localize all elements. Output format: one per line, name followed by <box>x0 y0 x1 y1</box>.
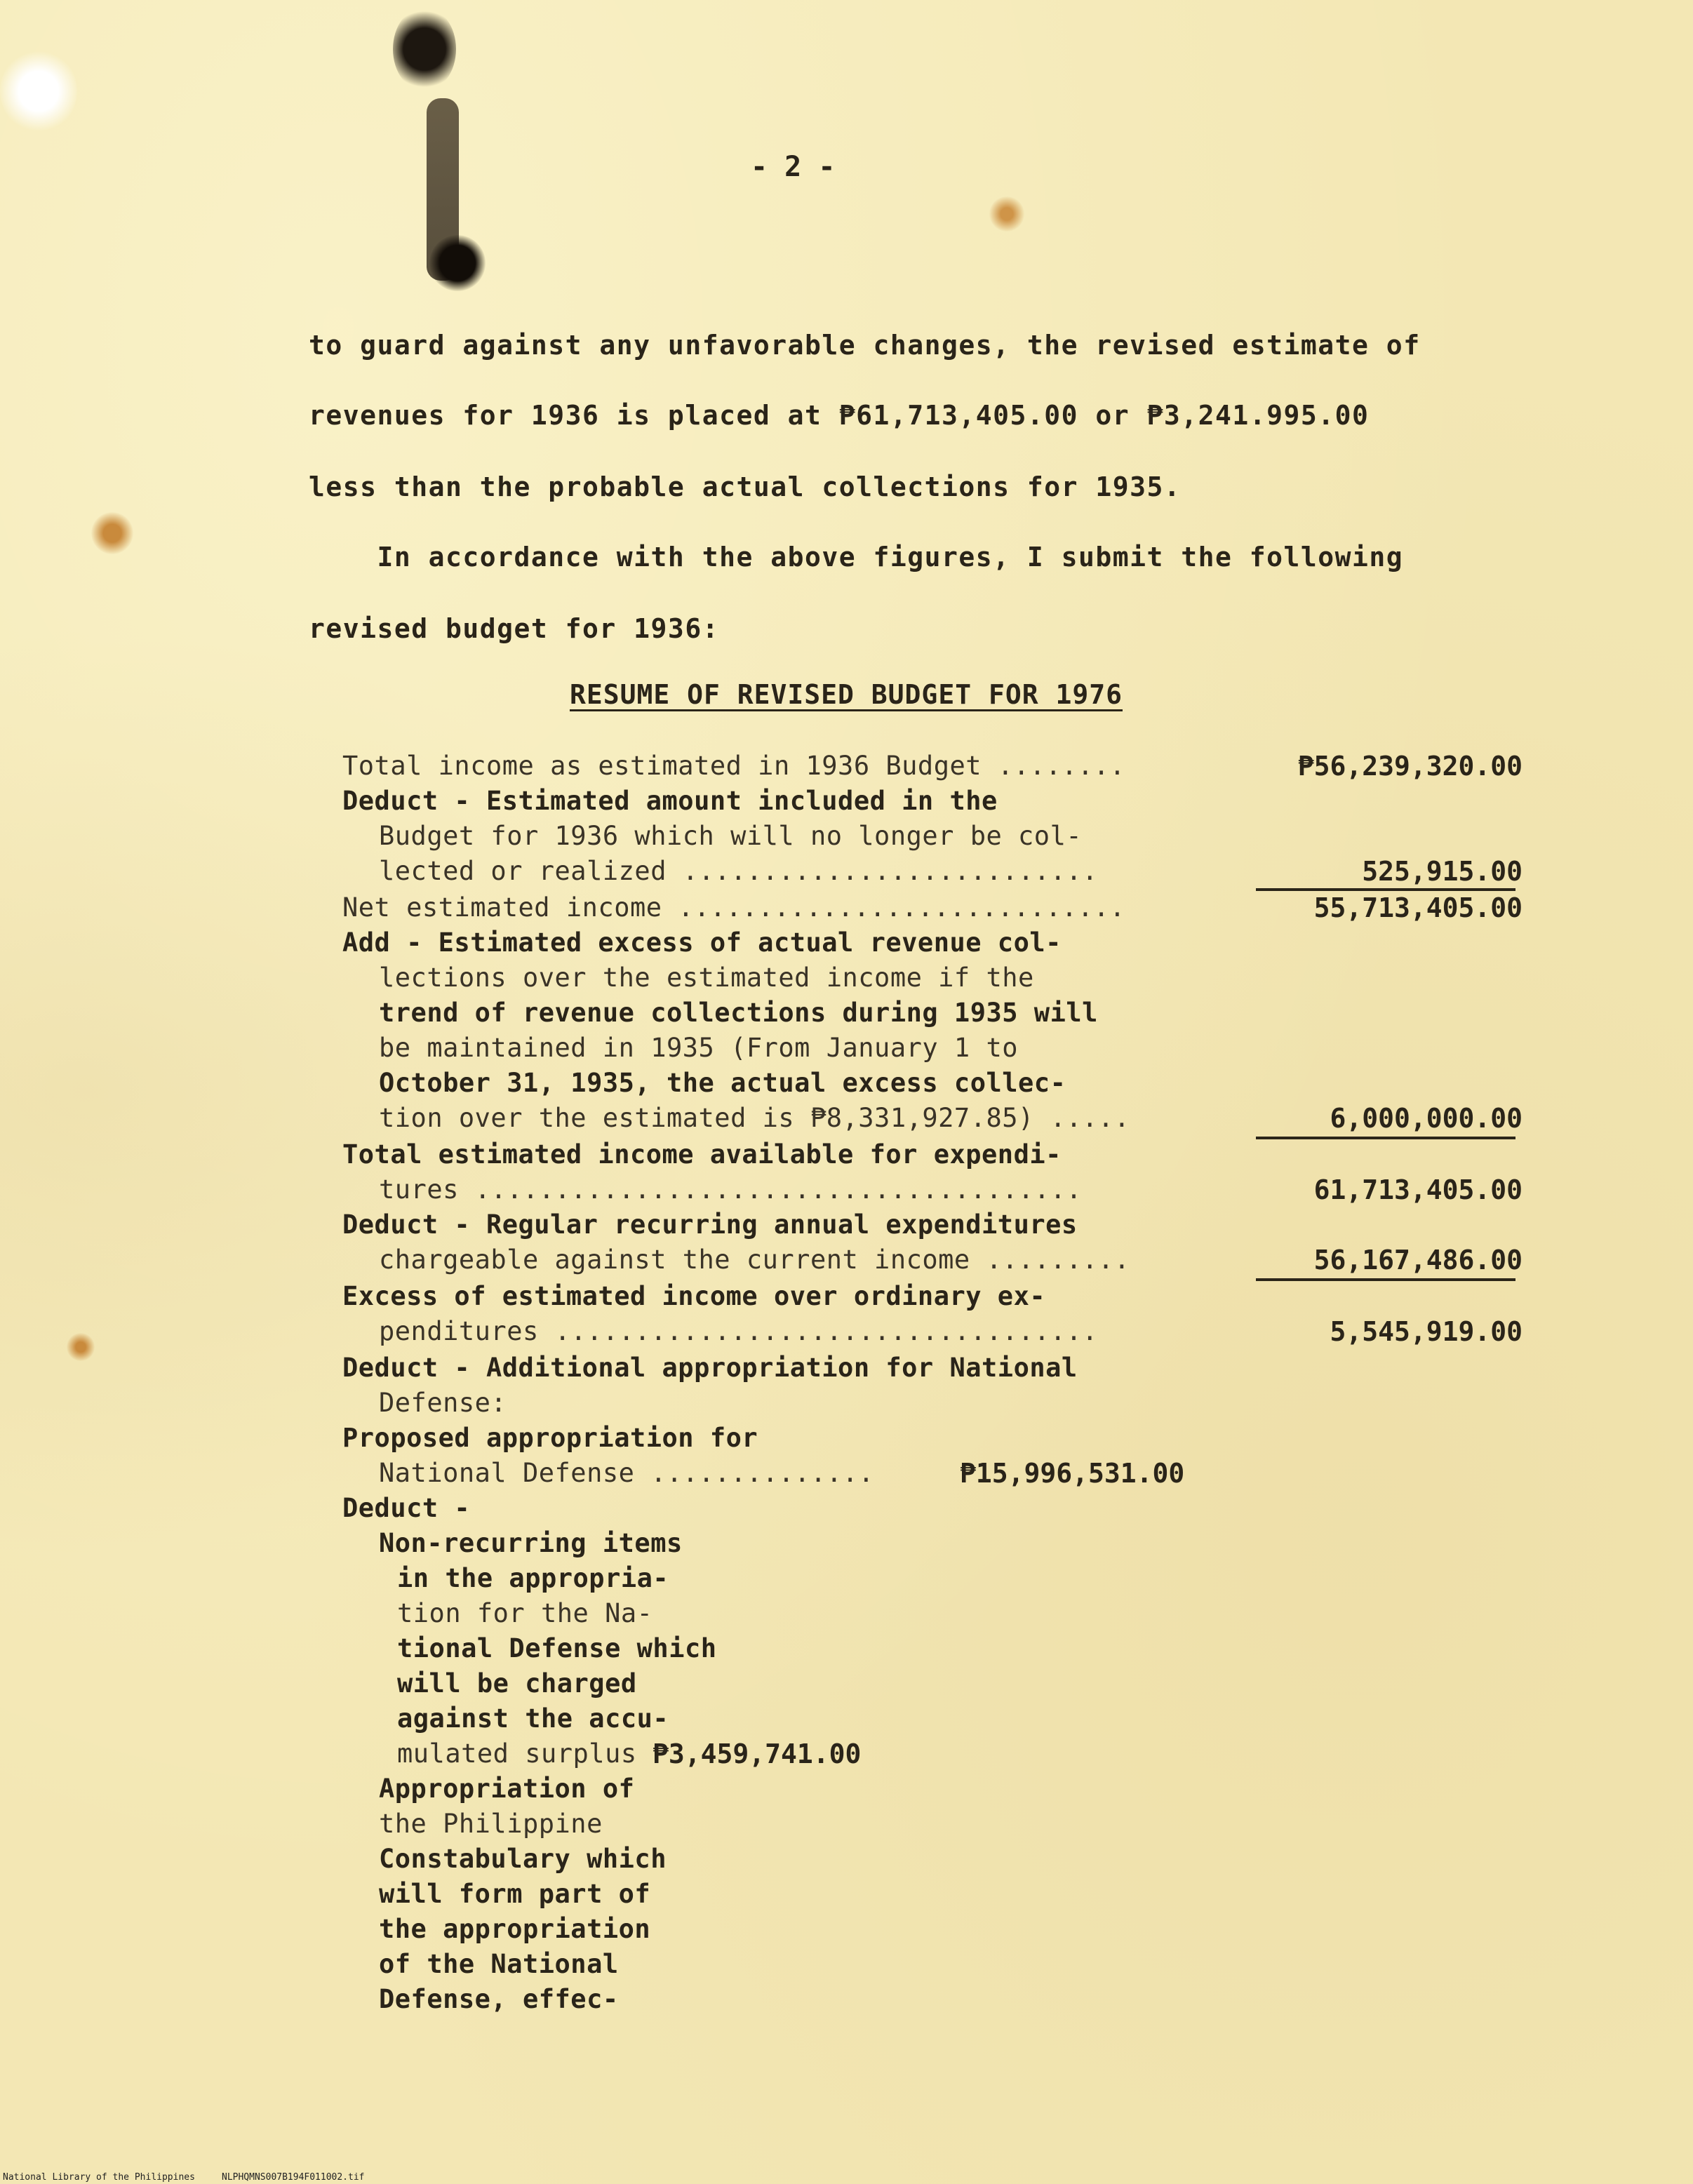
body-line-4: In accordance with the above figures, I submit the following <box>309 542 1404 572</box>
budget-row <box>342 1984 1523 2019</box>
budget-row <box>342 1949 1523 1984</box>
row-label: tion for the Na- <box>397 1598 653 1628</box>
row-amount: 56,167,486.00 <box>1313 1245 1523 1275</box>
budget-row <box>342 1458 1523 1493</box>
row-label: lections over the estimated income if the <box>379 963 1034 993</box>
row-label: in the appropria- <box>397 1563 669 1593</box>
budget-row <box>342 1809 1523 1844</box>
row-label: Constabulary which <box>379 1844 667 1874</box>
budget-row <box>342 1353 1523 1388</box>
budget-row <box>342 1493 1523 1528</box>
row-label: tures ...................................... <box>379 1174 1083 1205</box>
budget-row <box>342 1174 1523 1210</box>
row-label: the appropriation <box>379 1914 651 1944</box>
body-line-5: revised budget for 1936: <box>309 613 720 644</box>
row-sub-amount: ₱3,459,741.00 <box>653 1739 862 1769</box>
body-line-1: to guard against any unfavorable changes, the revised estimate of <box>309 330 1421 361</box>
row-label: Budget for 1936 which will no longer be col- <box>379 821 1083 851</box>
row-label: Deduct - Estimated amount included in the <box>342 786 998 816</box>
budget-row <box>342 892 1523 927</box>
archive-footer-source: National Library of the Philippines <box>3 2172 195 2183</box>
budget-row <box>342 1068 1523 1103</box>
row-label: October 31, 1935, the actual excess collec- <box>379 1068 1066 1098</box>
budget-row <box>342 1703 1523 1739</box>
row-amount: 55,713,405.00 <box>1313 892 1523 923</box>
row-label: of the National <box>379 1949 619 1979</box>
budget-row <box>342 1033 1523 1068</box>
archive-footer-filename: NLPHQMNS007B194F011002.tif <box>222 2172 365 2183</box>
subtotal-rule <box>1256 888 1515 891</box>
budget-row <box>342 1633 1523 1668</box>
row-label: the Philippine <box>379 1809 603 1839</box>
budget-row <box>342 1245 1523 1280</box>
budget-row <box>342 1528 1523 1563</box>
budget-row <box>342 1281 1523 1316</box>
row-label: tional Defense which <box>397 1633 717 1663</box>
budget-row <box>342 1879 1523 1914</box>
row-label: be maintained in 1935 (From January 1 to <box>379 1033 1019 1063</box>
budget-row <box>342 1774 1523 1809</box>
budget-row <box>342 1103 1523 1138</box>
row-label: National Defense .............. <box>379 1458 875 1488</box>
body-line-2: revenues for 1936 is placed at ₱61,713,405.00 or ₱3,241.995.00 <box>309 400 1370 431</box>
resume-title: RESUME OF REVISED BUDGET FOR 1976 <box>570 679 1123 710</box>
row-label: lected or realized .......................... <box>379 856 1098 886</box>
ink-blot <box>393 7 456 91</box>
budget-row <box>342 1139 1523 1174</box>
row-amount: 525,915.00 <box>1362 856 1523 887</box>
budget-row <box>342 1914 1523 1949</box>
row-amount: ₱56,239,320.00 <box>1297 751 1523 782</box>
row-label: Add - Estimated excess of actual revenue col- <box>342 927 1062 958</box>
rust-spot <box>989 196 1024 232</box>
budget-row <box>342 1598 1523 1633</box>
row-label: trend of revenue collections during 1935 will <box>379 998 1098 1028</box>
row-label: Deduct - <box>342 1493 471 1523</box>
row-label: Non-recurring items <box>379 1528 683 1558</box>
budget-row <box>342 998 1523 1033</box>
budget-row <box>342 1844 1523 1879</box>
budget-row <box>342 1739 1523 1774</box>
row-amount: 5,545,919.00 <box>1330 1316 1523 1347</box>
row-sub-amount: ₱15,996,531.00 <box>960 1458 1185 1489</box>
budget-row <box>342 751 1523 786</box>
row-label: Deduct - Additional appropriation for National <box>342 1353 1078 1383</box>
body-line-3: less than the probable actual collections for 1935. <box>309 471 1182 502</box>
rust-spot <box>67 1333 95 1361</box>
budget-row <box>342 1668 1523 1703</box>
page-number: - 2 - <box>751 151 836 183</box>
row-label: Deduct - Regular recurring annual expenditures <box>342 1210 1078 1240</box>
row-label: penditures .................................. <box>379 1316 1098 1346</box>
budget-row <box>342 1563 1523 1598</box>
row-label: chargeable against the current income ......... <box>379 1245 1130 1275</box>
budget-row <box>342 1388 1523 1423</box>
row-label: Defense, effec- <box>379 1984 619 2014</box>
budget-row <box>342 927 1523 963</box>
budget-row <box>342 1316 1523 1351</box>
budget-row <box>342 786 1523 821</box>
row-label: against the accu- <box>397 1703 669 1734</box>
row-label: will be charged <box>397 1668 637 1699</box>
row-label: tion over the estimated is ₱8,331,927.85) ..... <box>379 1103 1130 1133</box>
row-label: Excess of estimated income over ordinary ex- <box>342 1281 1046 1311</box>
rust-spot <box>91 512 133 554</box>
row-label: Appropriation of <box>379 1774 635 1804</box>
row-label: mulated surplus <box>397 1739 637 1769</box>
row-label: Defense: <box>379 1388 507 1418</box>
ink-drop <box>429 235 486 291</box>
row-label: Proposed appropriation for <box>342 1423 758 1453</box>
row-amount: 61,713,405.00 <box>1313 1174 1523 1205</box>
budget-row <box>342 963 1523 998</box>
row-label: Net estimated income ............................ <box>342 892 1126 923</box>
row-label: will form part of <box>379 1879 651 1909</box>
budget-row <box>342 1423 1523 1458</box>
budget-row <box>342 856 1523 891</box>
row-label: Total estimated income available for expendi- <box>342 1139 1062 1170</box>
budget-row <box>342 1210 1523 1245</box>
row-amount: 6,000,000.00 <box>1330 1103 1523 1134</box>
torn-corner <box>0 49 77 133</box>
row-label: Total income as estimated in 1936 Budget ........ <box>342 751 1126 781</box>
budget-row <box>342 821 1523 856</box>
